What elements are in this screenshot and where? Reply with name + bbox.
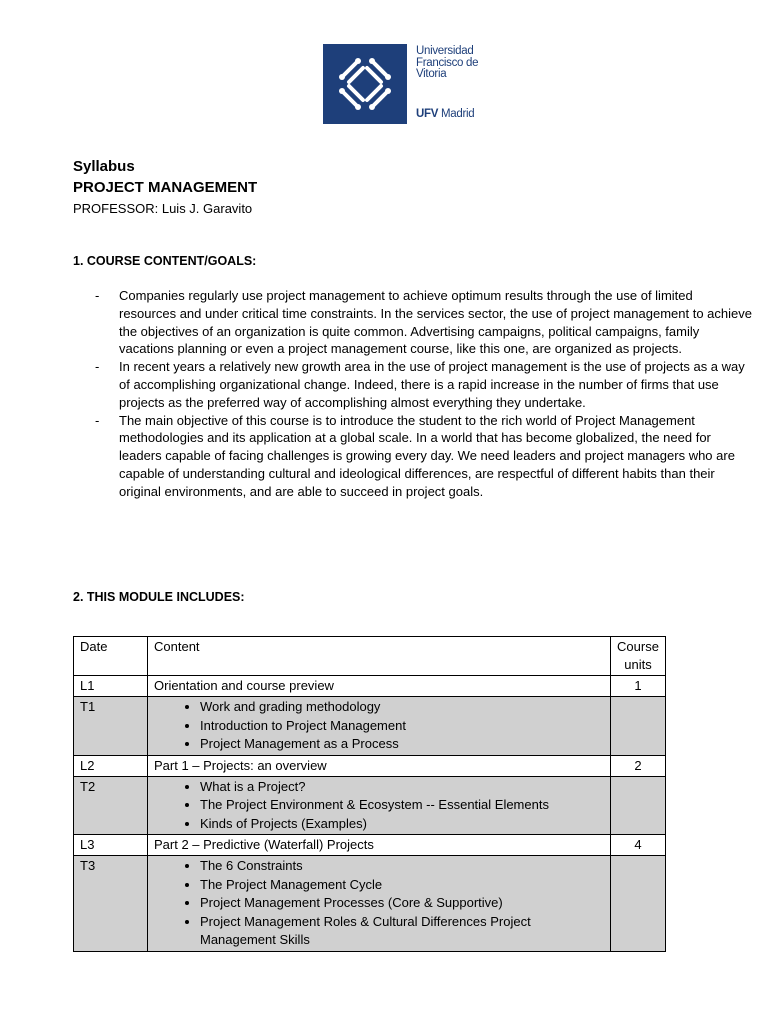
list-item: • Project Management Processes (Core & Supportive) [200,894,604,913]
list-item: • The 6 Constraints [200,857,604,876]
goal-text: In recent years a relatively new growth area in the use of project management is the use of projects as a way of accomplishing organizational change. Indeed, there is a rapid increase in the number of firms that use projects as the preferred way of accomplishing almost everything they undertake. [119,359,745,410]
row-content [148,856,611,952]
section-1-heading: 1. COURSE CONTENT/GOALS: [73,254,257,268]
list-item: • Project Management Roles & Cultural Differences Project Management Skills [200,913,604,950]
professor-line: PROFESSOR: Luis J. Garavito [73,201,253,216]
table-row [74,676,666,697]
logo-line-3: Vitoria [416,68,447,80]
topic-list [154,778,604,834]
row-units: 1 [611,676,666,697]
goal-item [73,287,753,358]
row-date: T2 [74,776,148,835]
logo-madrid: Madrid [441,107,475,120]
logo-line-1: Universidad [416,45,474,57]
row-date: L3 [74,835,148,856]
course-title: PROJECT MANAGEMENT [73,179,258,196]
dash-marker: - [95,288,100,303]
table-row [74,835,666,856]
list-item: • The Project Environment & Ecosystem -- Essential Elements [200,796,604,815]
row-content [148,776,611,835]
dash-marker: - [95,412,100,428]
row-content: Part 2 – Predictive (Waterfall) Projects [148,835,611,856]
row-units [611,856,666,952]
list-item: • Project Management as a Process [200,735,604,754]
row-date: L1 [74,676,148,697]
row-units: 4 [611,835,666,856]
row-units [611,776,666,835]
row-content: Orientation and course preview [148,676,611,697]
row-date: L2 [74,755,148,776]
logo-ufv: UFV [416,107,439,120]
dash-marker: - [95,359,100,375]
row-content [148,697,611,756]
topic-list [154,857,604,950]
table-row [74,856,666,952]
table-row [74,697,666,756]
topic-list [154,698,604,754]
list-item: • Work and grading methodology [200,698,604,717]
section-2-heading: 2. THIS MODULE INCLUDES: [73,590,245,604]
list-item: • What is a Project? [200,778,604,797]
header-units: Course units [611,637,666,676]
goal-text: The main objective of this course is to introduce the student to the rich world of Project Management methodologies and its application at a global scale. In a world that has become globalized, the need for leaders capable of facing challenges is growing every day. We need leaders and project managers who are capable of understanding cultural and ideological differences, are respectful of different habits than their original environments, and are able to succeed in project goals. [119,412,735,499]
logo-line-2: Francisco de [416,56,479,69]
list-item: • The Project Management Cycle [200,876,604,895]
row-units [611,697,666,756]
row-date: T1 [74,697,148,756]
list-item: • Introduction to Project Management [200,717,604,736]
header-content: Content [148,637,611,676]
table-header-row [74,637,666,676]
syllabus-label: Syllabus [73,158,135,175]
course-goals-list [73,287,753,501]
row-units: 2 [611,755,666,776]
row-date: T3 [74,856,148,952]
list-item: • Kinds of Projects (Examples) [200,815,604,834]
header-date: Date [74,637,148,676]
module-table [73,636,666,952]
table-row [74,776,666,835]
goal-item [73,358,753,411]
goal-text: Companies regularly use project management to achieve optimum results through the use of limited resources and under critical time constraints. In the services sector, the use of project management to achieve the objectives of an organization is quite common. Advertising campaigns, political campaigns, family vacations planning or even a project management course, like this one, are organized as projects. [119,288,752,357]
university-logo [323,44,478,124]
goal-item [73,412,753,501]
logo-emblem-icon [323,44,407,124]
table-row [74,755,666,776]
row-content: Part 1 – Projects: an overview [148,755,611,776]
logo-wordmark [416,46,478,120]
logo-campus [416,109,478,121]
